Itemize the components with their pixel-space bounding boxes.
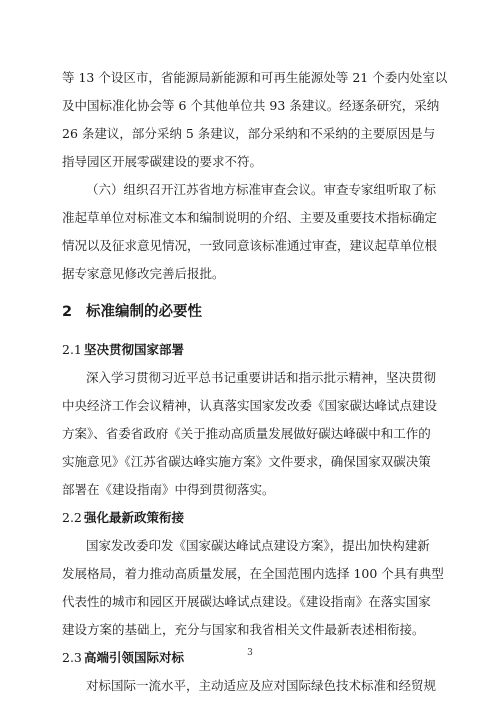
text-line: 指导园区开展零碳建设的要求不符。	[62, 154, 263, 169]
text-line: 及中国标准化协会等 6 个其他单位共 93 条建议。经逐条研究，采纳	[62, 98, 440, 113]
text-line: 建设方案的基础上，充分与国家和我省相关文件最新表述相衔接。	[62, 622, 425, 637]
text-line: 深入学习贯彻习近平总书记重要讲话和指示批示精神，坚决贯彻	[86, 370, 437, 385]
subsection-heading-2-1	[62, 336, 440, 364]
text-line: 等 13 个设区市，省能源局新能源和可再生能源处等 21 个委内处室以	[62, 70, 448, 85]
text-line: 实施意见》《江苏省碳达峰实施方案》文件要求，确保国家双碳决策	[62, 454, 431, 469]
text-line: 国家发改委印发《国家碳达峰试点建设方案》，提出加快构建新	[86, 538, 430, 553]
text-line: 26 条建议，部分采纳 5 条建议，部分采纳和不采纳的主要原因是与	[62, 126, 436, 141]
paragraph-4	[62, 532, 444, 644]
page-number: 3	[247, 648, 253, 658]
text-line: 准起草单位对标准文本和编制说明的介绍、主要及重要技术指标确定	[62, 210, 438, 225]
text-line: 对标国际一流水平，主动适应及应对国际绿色技术标准和经贸规	[86, 678, 437, 693]
section-heading-2	[62, 298, 440, 326]
text-line: 发展格局，着力推动高质量发展，在全国范围内选择 100 个具有典型	[62, 566, 444, 581]
subsection-title: 坚决贯彻国家部署	[84, 342, 185, 357]
paragraph-5	[62, 672, 440, 700]
text-line: 情况以及征求意见情况，一致同意该标准通过审查，建议起草单位根	[62, 238, 438, 253]
text-line: （六）组织召开江苏省地方标准审查会议。审查专家组听取了标	[86, 182, 437, 197]
section-title: 标准编制的必要性	[86, 304, 202, 320]
text-line: 中央经济工作会议精神，认真落实国家发改委《国家碳达峰试点建设	[62, 398, 438, 413]
subsection-title: 高端引领国际对标	[84, 650, 185, 665]
paragraph-1	[62, 64, 448, 176]
subsection-number: 2.3	[62, 650, 82, 665]
text-line: 方案》、省委省政府《关于推动高质量发展做好碳达峰碳中和工作的	[62, 426, 431, 441]
subsection-number: 2.1	[62, 342, 82, 357]
page-body	[62, 64, 448, 700]
text-line: 部署在《建设指南》中得到贯彻落实。	[62, 482, 275, 497]
section-number: 2	[62, 304, 73, 320]
paragraph-3	[62, 364, 440, 504]
subsection-heading-2-2	[62, 504, 440, 532]
paragraph-2	[62, 176, 440, 288]
text-line: 据专家意见修改完善后报批。	[62, 266, 225, 281]
text-line: 代表性的城市和园区开展碳达峰试点建设。《建设指南》在落实国家	[62, 594, 431, 609]
subsection-number: 2.2	[62, 510, 82, 525]
subsection-title: 强化最新政策衔接	[84, 510, 185, 525]
